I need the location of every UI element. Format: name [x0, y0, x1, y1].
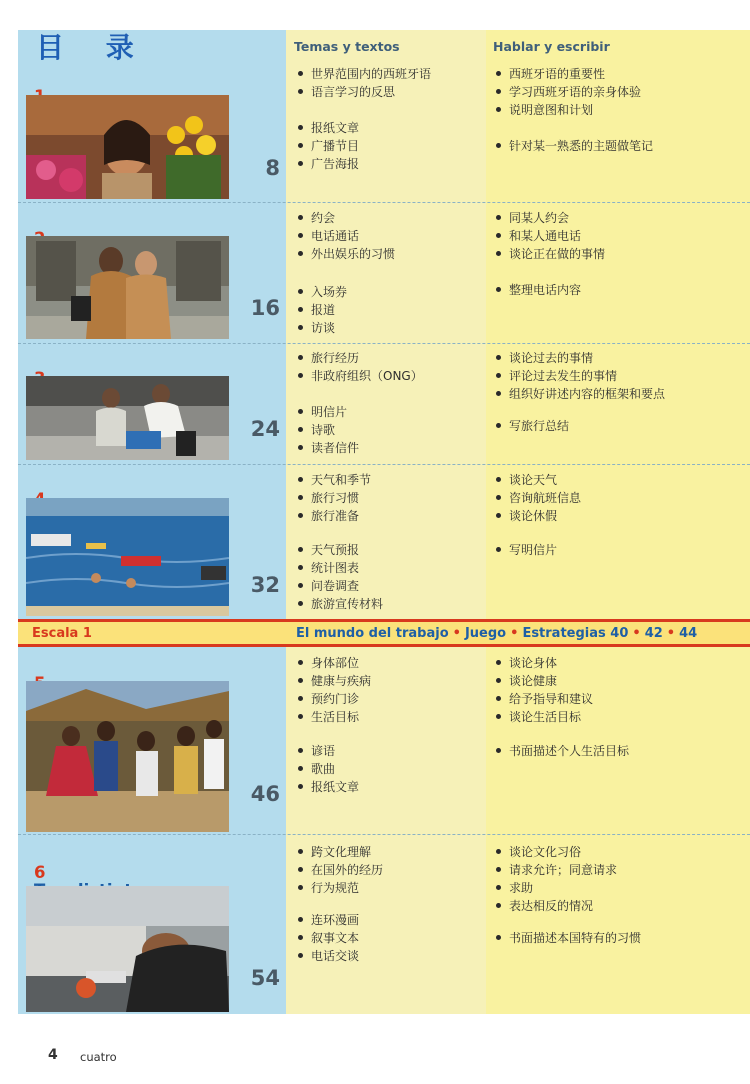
bullet-icon [298, 601, 303, 606]
list-item: 整理电话内容 [496, 282, 581, 298]
list-item: 和某人通电话 [496, 228, 581, 244]
separator-dot: • [666, 626, 676, 641]
bullet-icon [298, 215, 303, 220]
bullet-icon [298, 696, 303, 701]
list-item: 访谈 [298, 320, 335, 336]
list-item: 行为规范 [298, 880, 359, 896]
list-item: 报纸文章 [298, 779, 359, 795]
list-item: 给予指导和建议 [496, 691, 593, 707]
bullet-icon [496, 391, 501, 396]
bullet-icon [298, 748, 303, 753]
bullet-icon [298, 867, 303, 872]
list-item: 天气和季节 [298, 472, 371, 488]
unit-number: 6 [34, 863, 46, 882]
bullet-icon [298, 935, 303, 940]
bullet-icon [496, 867, 501, 872]
bullet-icon [298, 885, 303, 890]
escala-banner [18, 619, 750, 647]
list-item: 旅行习惯 [298, 490, 359, 506]
list-item: 非政府组织（ONG） [298, 368, 423, 384]
bullet-icon [298, 251, 303, 256]
unit-photo-two-people-meeting [26, 236, 229, 339]
bullet-icon [298, 233, 303, 238]
list-item: 书面描述个人生活目标 [496, 743, 629, 759]
list-item: 表达相反的情况 [496, 898, 593, 914]
bullet-icon [496, 935, 501, 940]
bullet-icon [298, 445, 303, 450]
bullet-icon [298, 477, 303, 482]
bullet-icon [496, 547, 501, 552]
list-item: 明信片 [298, 404, 347, 420]
bullet-icon [496, 714, 501, 719]
list-item: 旅行准备 [298, 508, 359, 524]
list-item: 读者信件 [298, 440, 359, 456]
unit-divider [18, 464, 750, 465]
list-item: 问卷调查 [298, 578, 359, 594]
page-title: 目 录 [36, 31, 150, 64]
unit-page-number[interactable]: 16 [250, 296, 280, 320]
separator-dot: • [452, 626, 461, 641]
list-item: 谈论文化习俗 [496, 844, 581, 860]
list-item: 写明信片 [496, 542, 557, 558]
bullet-icon [496, 215, 501, 220]
list-item: 世界范围内的西班牙语 [298, 66, 431, 82]
list-item: 谈论正在做的事情 [496, 246, 605, 262]
bullet-icon [298, 678, 303, 683]
unit-divider [18, 834, 750, 835]
list-item: 统计图表 [298, 560, 359, 576]
unit-page-number[interactable]: 24 [250, 417, 280, 441]
list-item: 广播节目 [298, 138, 359, 154]
bullet-icon [496, 251, 501, 256]
list-item: 评论过去发生的事情 [496, 368, 617, 384]
list-item: 谈论健康 [496, 673, 557, 689]
list-item: 入场券 [298, 284, 347, 300]
escala-page[interactable]: 40 [610, 626, 629, 641]
column-header-skills: Hablar y escribir [493, 39, 610, 54]
bullet-icon [298, 427, 303, 432]
list-item: 说明意图和计划 [496, 102, 593, 118]
list-item: 报道 [298, 302, 335, 318]
bullet-icon [298, 161, 303, 166]
list-item: 谈论天气 [496, 472, 557, 488]
bullet-icon [298, 409, 303, 414]
column-header-themes: Temas y textos [294, 39, 400, 54]
list-item: 同某人约会 [496, 210, 569, 226]
bullet-icon [298, 89, 303, 94]
bullet-icon [298, 289, 303, 294]
list-item: 语言学习的反思 [298, 84, 395, 100]
bullet-icon [298, 325, 303, 330]
bullet-icon [496, 477, 501, 482]
separator-dot: • [632, 626, 641, 641]
list-item: 请求允许；同意请求 [496, 862, 617, 878]
unit-divider [18, 343, 750, 344]
escala-label[interactable]: Escala 1 [32, 626, 92, 641]
list-item: 连环漫画 [298, 912, 359, 928]
bullet-icon [298, 849, 303, 854]
bullet-icon [298, 784, 303, 789]
bullet-icon [298, 583, 303, 588]
list-item: 报纸文章 [298, 120, 359, 136]
bullet-icon [496, 660, 501, 665]
escala-item[interactable]: El mundo del trabajo [296, 626, 449, 641]
bullet-icon [496, 143, 501, 148]
bullet-icon [496, 355, 501, 360]
bullet-icon [496, 107, 501, 112]
list-item: 诗歌 [298, 422, 335, 438]
unit-divider [18, 202, 750, 203]
bullet-icon [496, 287, 501, 292]
unit-photo-beach-sea [26, 498, 229, 616]
unit-page-number[interactable]: 54 [250, 966, 280, 990]
list-item: 求助 [496, 880, 533, 896]
bullet-icon [496, 696, 501, 701]
separator-dot: • [510, 626, 519, 641]
bullet-icon [496, 678, 501, 683]
bullet-icon [496, 903, 501, 908]
list-item: 在国外的经历 [298, 862, 383, 878]
list-item: 学习西班牙语的亲身体验 [496, 84, 641, 100]
bullet-icon [298, 953, 303, 958]
bullet-icon [298, 143, 303, 148]
bullet-icon [496, 373, 501, 378]
list-item: 电话交谈 [298, 948, 359, 964]
list-item: 外出娱乐的习惯 [298, 246, 395, 262]
bullet-icon [496, 233, 501, 238]
bullet-icon [496, 423, 501, 428]
bullet-icon [496, 748, 501, 753]
bullet-icon [298, 513, 303, 518]
list-item: 电话通话 [298, 228, 359, 244]
list-item: 组织好讲述内容的框架和要点 [496, 386, 665, 402]
list-item: 广告海报 [298, 156, 359, 172]
list-item: 天气预报 [298, 542, 359, 558]
footer-page-word: cuatro [80, 1050, 117, 1064]
list-item: 健康与疾病 [298, 673, 371, 689]
unit-photo-dancing-crowd [26, 681, 229, 832]
list-item: 谈论身体 [496, 655, 557, 671]
list-item: 预约门诊 [298, 691, 359, 707]
bullet-icon [298, 917, 303, 922]
bullet-icon [496, 71, 501, 76]
list-item: 谈论生活目标 [496, 709, 581, 725]
list-item: 针对某一熟悉的主题做笔记 [496, 138, 653, 154]
list-item: 旅游宣传材料 [298, 596, 383, 612]
escala-page[interactable]: 44 [679, 626, 698, 641]
list-item: 咨询航班信息 [496, 490, 581, 506]
bullet-icon [496, 849, 501, 854]
unit-photo-woman-with-flowers [26, 95, 229, 199]
bullet-icon [298, 495, 303, 500]
unit-page-number[interactable]: 32 [250, 573, 280, 597]
escala-contents [296, 626, 697, 641]
list-item: 写旅行总结 [496, 418, 569, 434]
unit-page-number[interactable]: 8 [265, 156, 280, 180]
list-item: 旅行经历 [298, 350, 359, 366]
list-item: 身体部位 [298, 655, 359, 671]
bullet-icon [298, 355, 303, 360]
list-item: 跨文化理解 [298, 844, 371, 860]
bullet-icon [298, 714, 303, 719]
bullet-icon [298, 766, 303, 771]
footer-page-number: 4 [48, 1047, 58, 1063]
bullet-icon [298, 373, 303, 378]
unit-page-number[interactable]: 46 [250, 782, 280, 806]
bullet-icon [496, 885, 501, 890]
list-item: 谚语 [298, 743, 335, 759]
escala-page[interactable]: 42 [644, 626, 663, 641]
escala-item[interactable]: Estrategias [522, 626, 606, 641]
list-item: 书面描述本国特有的习惯 [496, 930, 641, 946]
unit-photo-aid-workers [26, 376, 229, 460]
list-item: 西班牙语的重要性 [496, 66, 605, 82]
list-item: 歌曲 [298, 761, 335, 777]
bullet-icon [496, 495, 501, 500]
bullet-icon [496, 513, 501, 518]
list-item: 生活目标 [298, 709, 359, 725]
bullet-icon [298, 307, 303, 312]
escala-item[interactable]: Juego [464, 626, 507, 641]
bullet-icon [298, 125, 303, 130]
bullet-icon [298, 565, 303, 570]
bullet-icon [298, 547, 303, 552]
list-item: 约会 [298, 210, 335, 226]
list-item: 谈论休假 [496, 508, 557, 524]
list-item: 谈论过去的事情 [496, 350, 593, 366]
bullet-icon [298, 660, 303, 665]
unit-photo-man-resting-on-car [26, 886, 229, 1012]
list-item: 叙事文本 [298, 930, 359, 946]
bullet-icon [298, 71, 303, 76]
bullet-icon [496, 89, 501, 94]
